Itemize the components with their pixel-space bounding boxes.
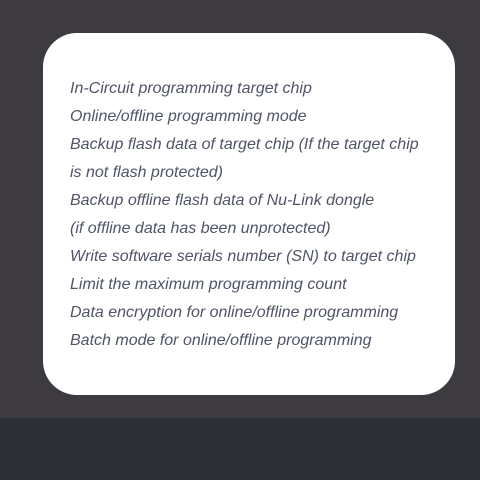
feature-line-backup-offline-flash: Backup offline flash data of Nu-Link dongle (70, 192, 375, 209)
feature-card (43, 33, 455, 395)
feature-line-data-encryption: Data encryption for online/offline programming (70, 304, 399, 321)
feature-line-limit-programming-count: Limit the maximum programming count (70, 276, 347, 293)
feature-line-backup-flash: Backup flash data of target chip (If the target chip (70, 136, 419, 153)
feature-line-batch-mode: Batch mode for online/offline programming (70, 332, 372, 349)
bottom-band (0, 418, 480, 480)
feature-line-backup-offline-condition: (if offline data has been unprotected) (70, 220, 331, 237)
feature-line-in-circuit-programming: In-Circuit programming target chip (70, 80, 312, 97)
feature-line-programming-mode: Online/offline programming mode (70, 108, 307, 125)
feature-list (70, 75, 455, 355)
feature-line-backup-flash-condition: is not flash protected) (70, 164, 223, 181)
feature-line-write-serial-number: Write software serials number (SN) to target chip (70, 248, 416, 265)
